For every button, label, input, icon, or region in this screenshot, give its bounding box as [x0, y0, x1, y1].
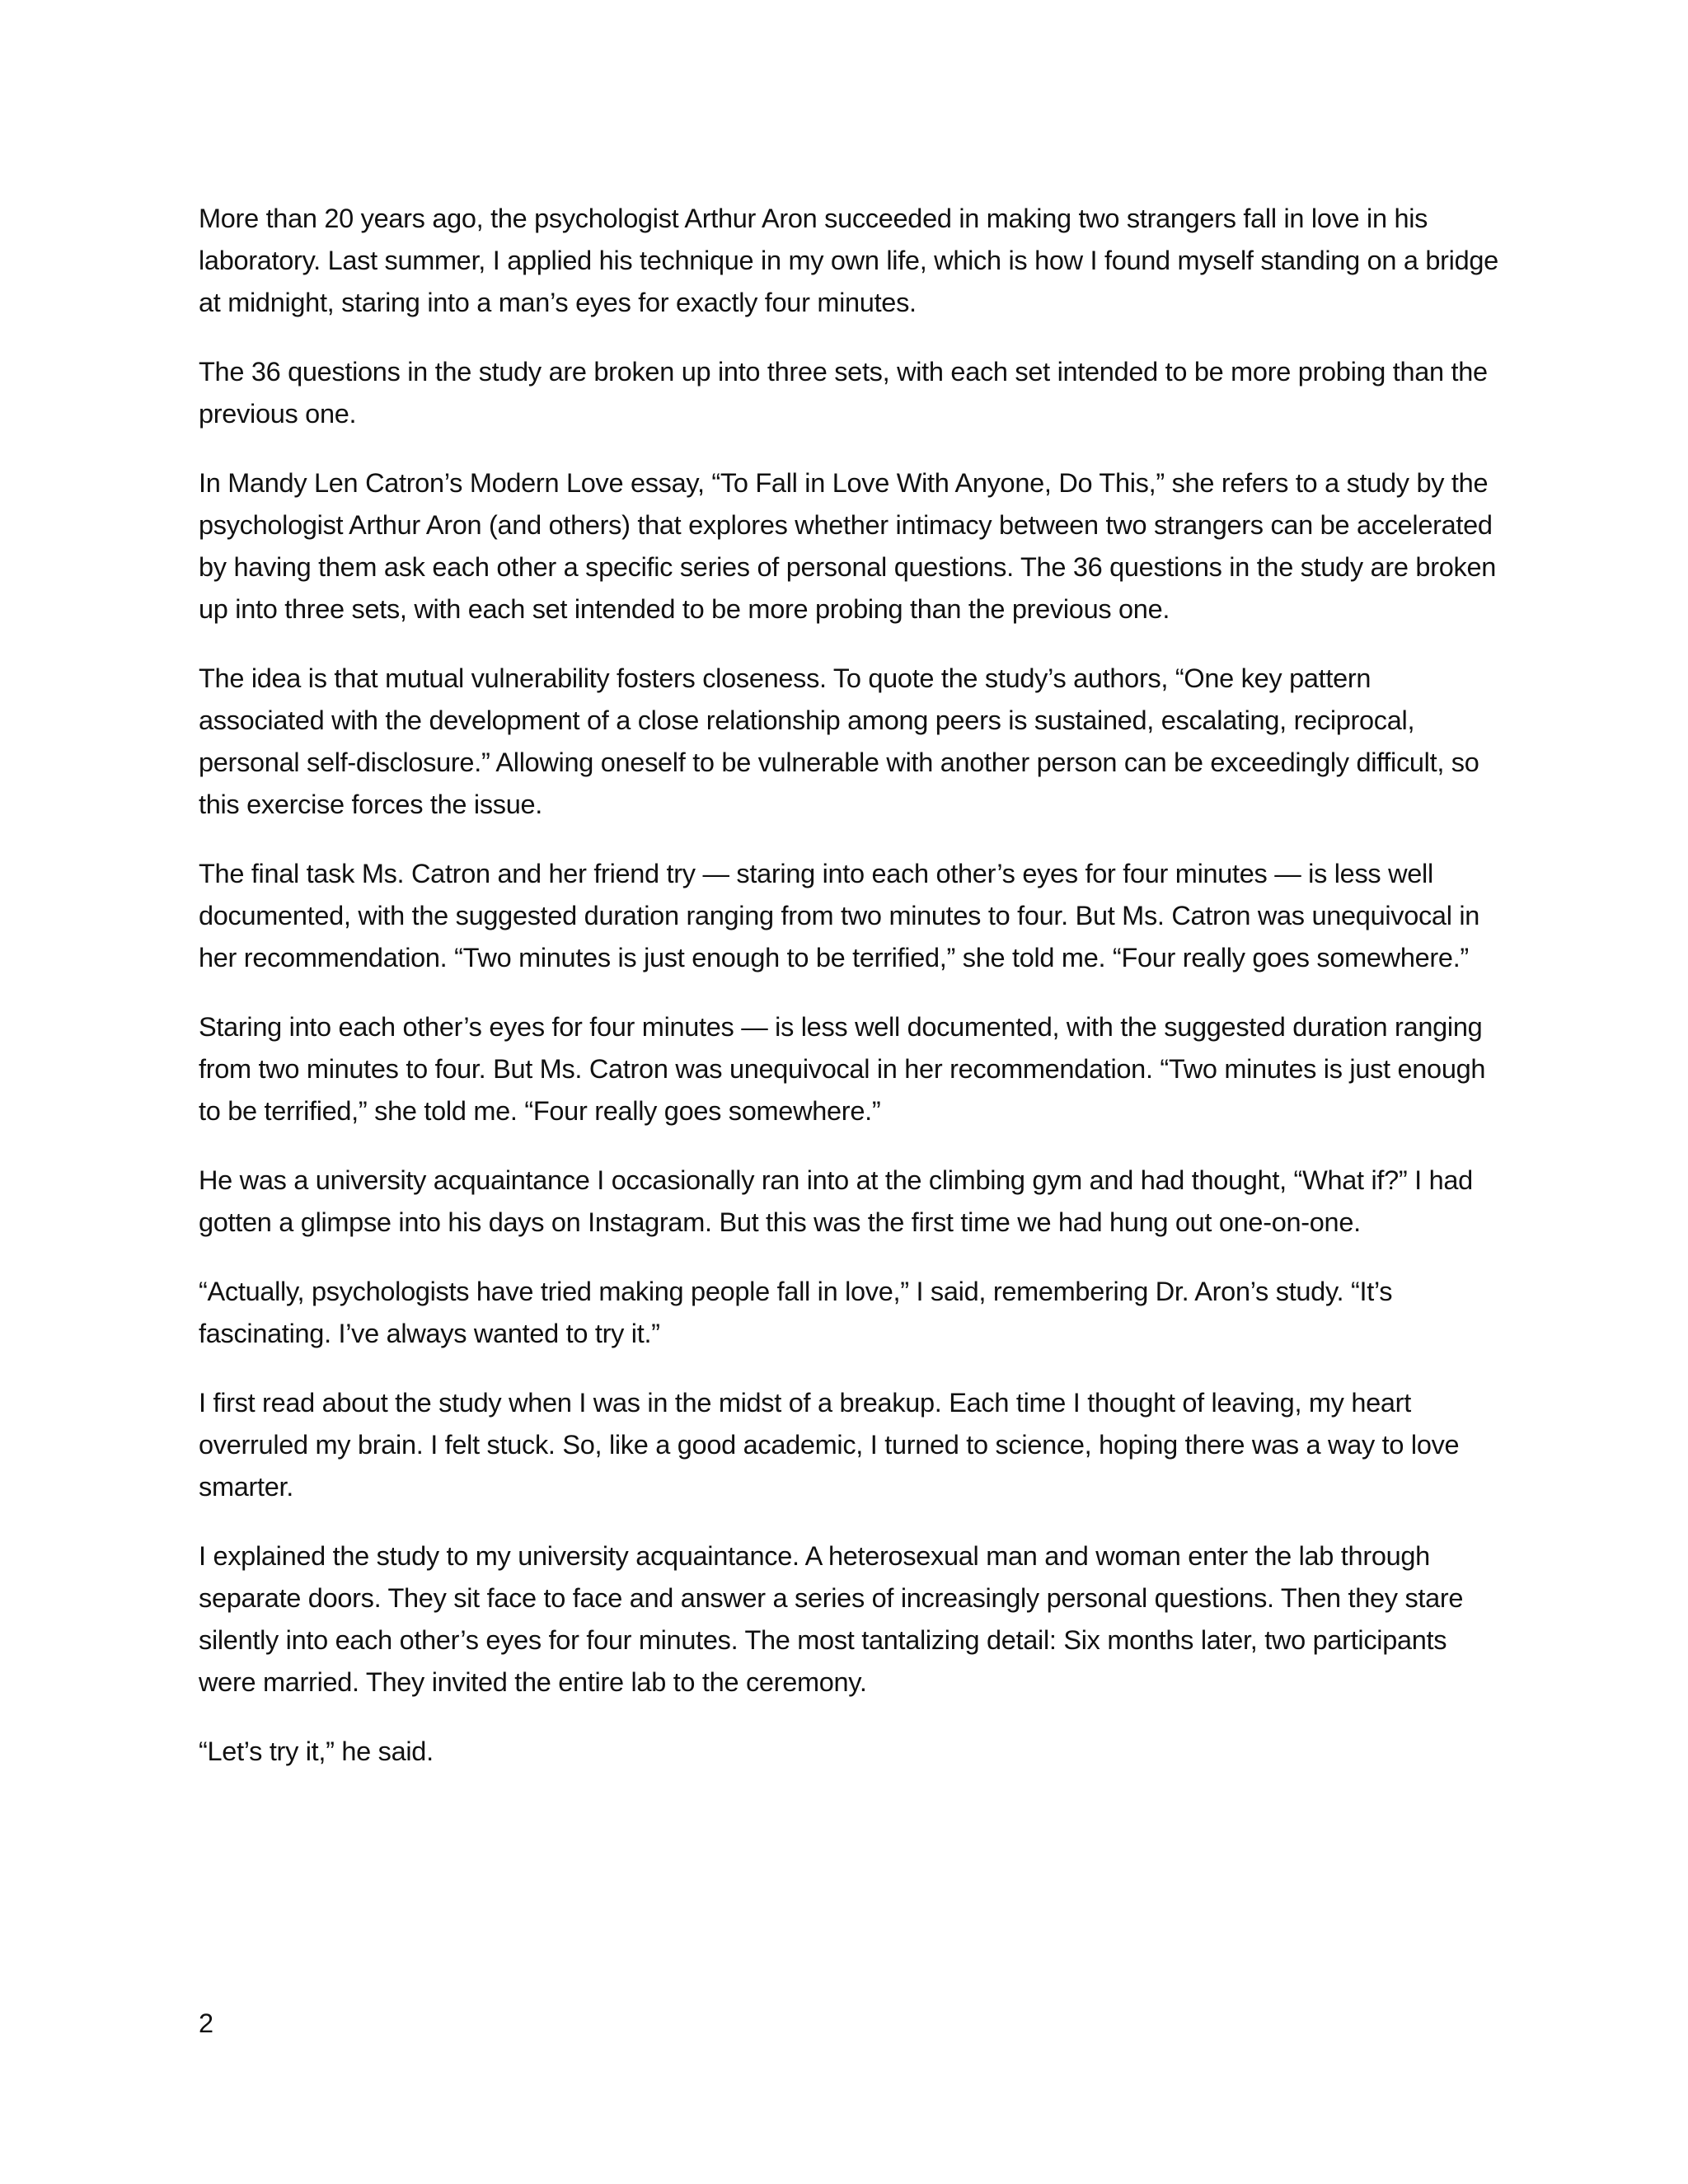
- paragraph-7: He was a university acquaintance I occasionally ran into at the climbing gym and had thought, “What if?” I had gotten a glimpse into his days on Instagram. But this was the first time we had hung out one-on-one.: [199, 1165, 1473, 1237]
- paragraph-2: The 36 questions in the study are broken up into three sets, with each set intended to be more probing than the previous one.: [199, 357, 1488, 429]
- document-body: [199, 198, 1501, 1800]
- paragraph-11: “Let’s try it,” he said.: [199, 1736, 434, 1766]
- page-number: 2: [199, 2008, 214, 2038]
- paragraph-9: I first read about the study when I was in the midst of a breakup. Each time I thought of leaving, my heart overruled my brain. I felt stuck. So, like a good academic, I turned to science, hoping there was a way to love smarter.: [199, 1388, 1460, 1502]
- paragraph-5: The final task Ms. Catron and her friend try — staring into each other’s eyes for four minutes — is less well documented, with the suggested duration ranging from two minutes to four. But Ms. Catron was unequivocal in her recommendation. “Two minutes is just enough to be terrified,” she told me. “Four really goes somewhere.”: [199, 859, 1480, 972]
- paragraph-8: “Actually, psychologists have tried making people fall in love,” I said, remembering Dr. Aron’s study. “It’s fascinating. I’ve always wanted to try it.”: [199, 1277, 1393, 1348]
- paragraph-6: Staring into each other’s eyes for four minutes — is less well documented, with the suggested duration ranging from two minutes to four. But Ms. Catron was unequivocal in her recommendation. “Two minutes is just enough to be terrified,” she told me. “Four really goes somewhere.”: [199, 1012, 1486, 1126]
- paragraph-1: More than 20 years ago, the psychologist Arthur Aron succeeded in making two strangers fall in love in his laboratory. Last summer, I applied his technique in my own life, which is how I found myself standing on a bridge at midnight, staring into a man’s eyes for exactly four minutes.: [199, 204, 1498, 317]
- paragraph-10: I explained the study to my university acquaintance. A heterosexual man and woman enter the lab through separate doors. They sit face to face and answer a series of increasingly personal questions. Then they stare silently into each other’s eyes for four minutes. The most tantalizing detail: Six months later, two participants were married. They invited the entire lab to the ceremony.: [199, 1541, 1464, 1697]
- paragraph-4: The idea is that mutual vulnerability fosters closeness. To quote the study’s authors, “One key pattern associated with the development of a close relationship among peers is sustained, escalating, reciprocal, personal self-disclosure.” Allowing oneself to be vulnerable with another person can be exceedingly difficult, so this exercise forces the issue.: [199, 663, 1479, 819]
- paragraph-3: In Mandy Len Catron’s Modern Love essay, “To Fall in Love With Anyone, Do This,” she refers to a study by the psychologist Arthur Aron (and others) that explores whether intimacy between two strangers can be accelerated by having them ask each other a specific series of personal questions. The 36 questions in the study are broken up into three sets, with each set intended to be more probing than the previous one.: [199, 468, 1496, 624]
